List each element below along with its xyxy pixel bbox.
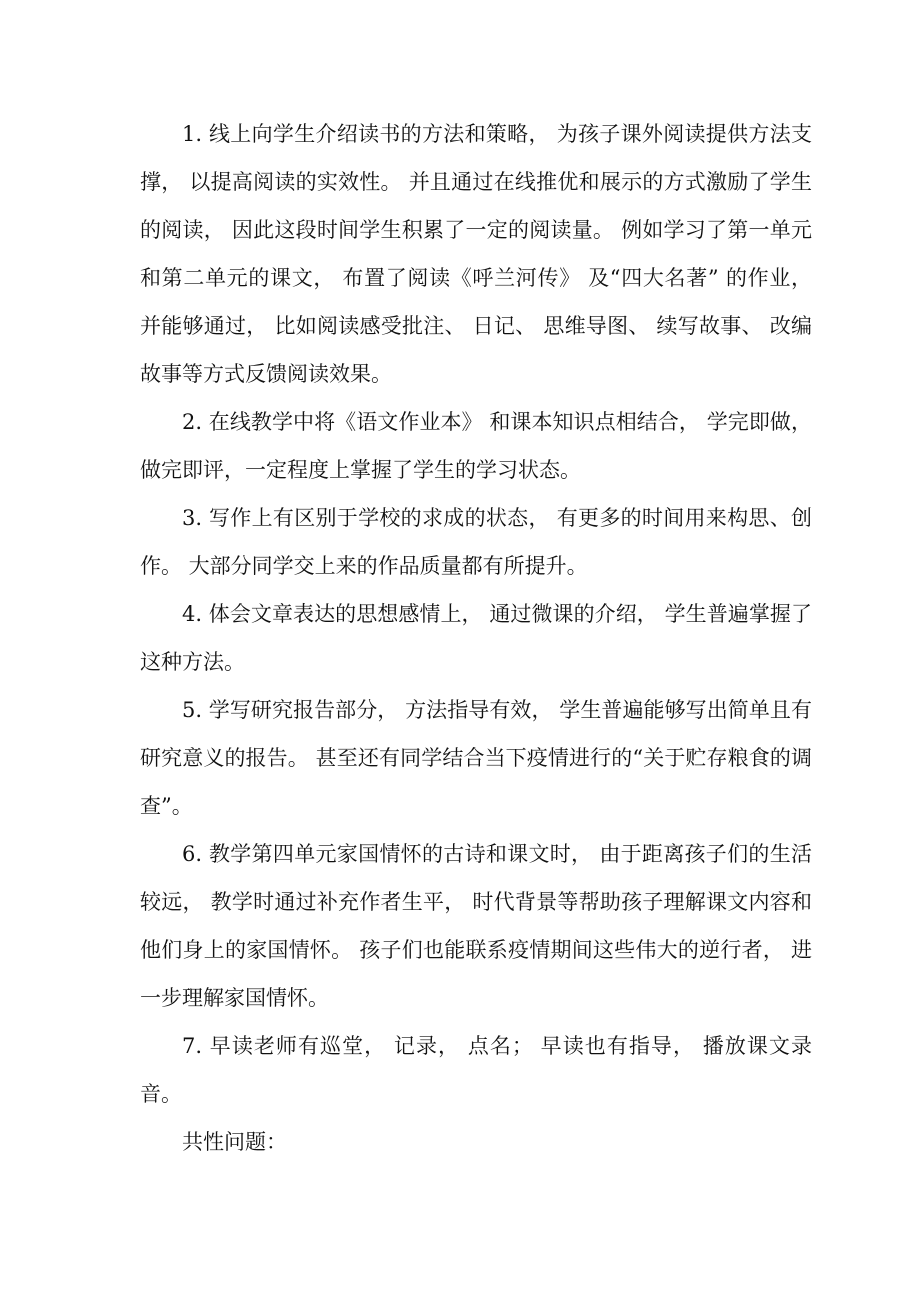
paragraph-7: 7. 早读老师有巡堂， 记录， 点名； 早读也有指导， 播放课文录音。 xyxy=(140,1034,812,1106)
paragraph-2: 2. 在线教学中将《语文作业本》 和课本知识点相结合， 学完即做， 做完即评，一定程度上掌握了学生的学习状态。 xyxy=(140,410,812,482)
paragraph-3: 3. 写作上有区别于学校的求成的状态， 有更多的时间用来构思、创作。 大部分同学交上来的作品质量都有所提升。 xyxy=(140,506,812,578)
paragraph-4: 4. 体会文章表达的思想感情上， 通过微课的介绍， 学生普遍掌握了这种方法。 xyxy=(140,602,812,674)
paragraph-1: 1. 线上向学生介绍读书的方法和策略， 为孩子课外阅读提供方法支撑， 以提高阅读的实效性。 并且通过在线推优和展示的方式激励了学生的阅读， 因此这段时间学生积累了一定的阅读量。 例如学习了第一单元和第二单元的课文， 布置了阅读《呼兰河传》 及“四大名著” 的作业， 并能够通过， 比如阅读感受批注、 日记、 思维导图、 续写故事、 改编故事等方式反馈阅读效果。 xyxy=(140,122,812,386)
paragraph-5: 5. 学写研究报告部分， 方法指导有效， 学生普遍能够写出简单且有研究意义的报告。 甚至还有同学结合当下疫情进行的“关于贮存粮食的调查”。 xyxy=(140,698,812,818)
document-body xyxy=(140,110,812,1166)
section-heading-common-issues: 共性问题： xyxy=(182,1130,287,1154)
paragraph-6: 6. 教学第四单元家国情怀的古诗和课文时， 由于距离孩子们的生活较远， 教学时通过补充作者生平， 时代背景等帮助孩子理解课文内容和他们身上的家国情怀。 孩子们也能联系疫情期间这些伟大的逆行者， 进一步理解家国情怀。 xyxy=(140,842,812,1010)
